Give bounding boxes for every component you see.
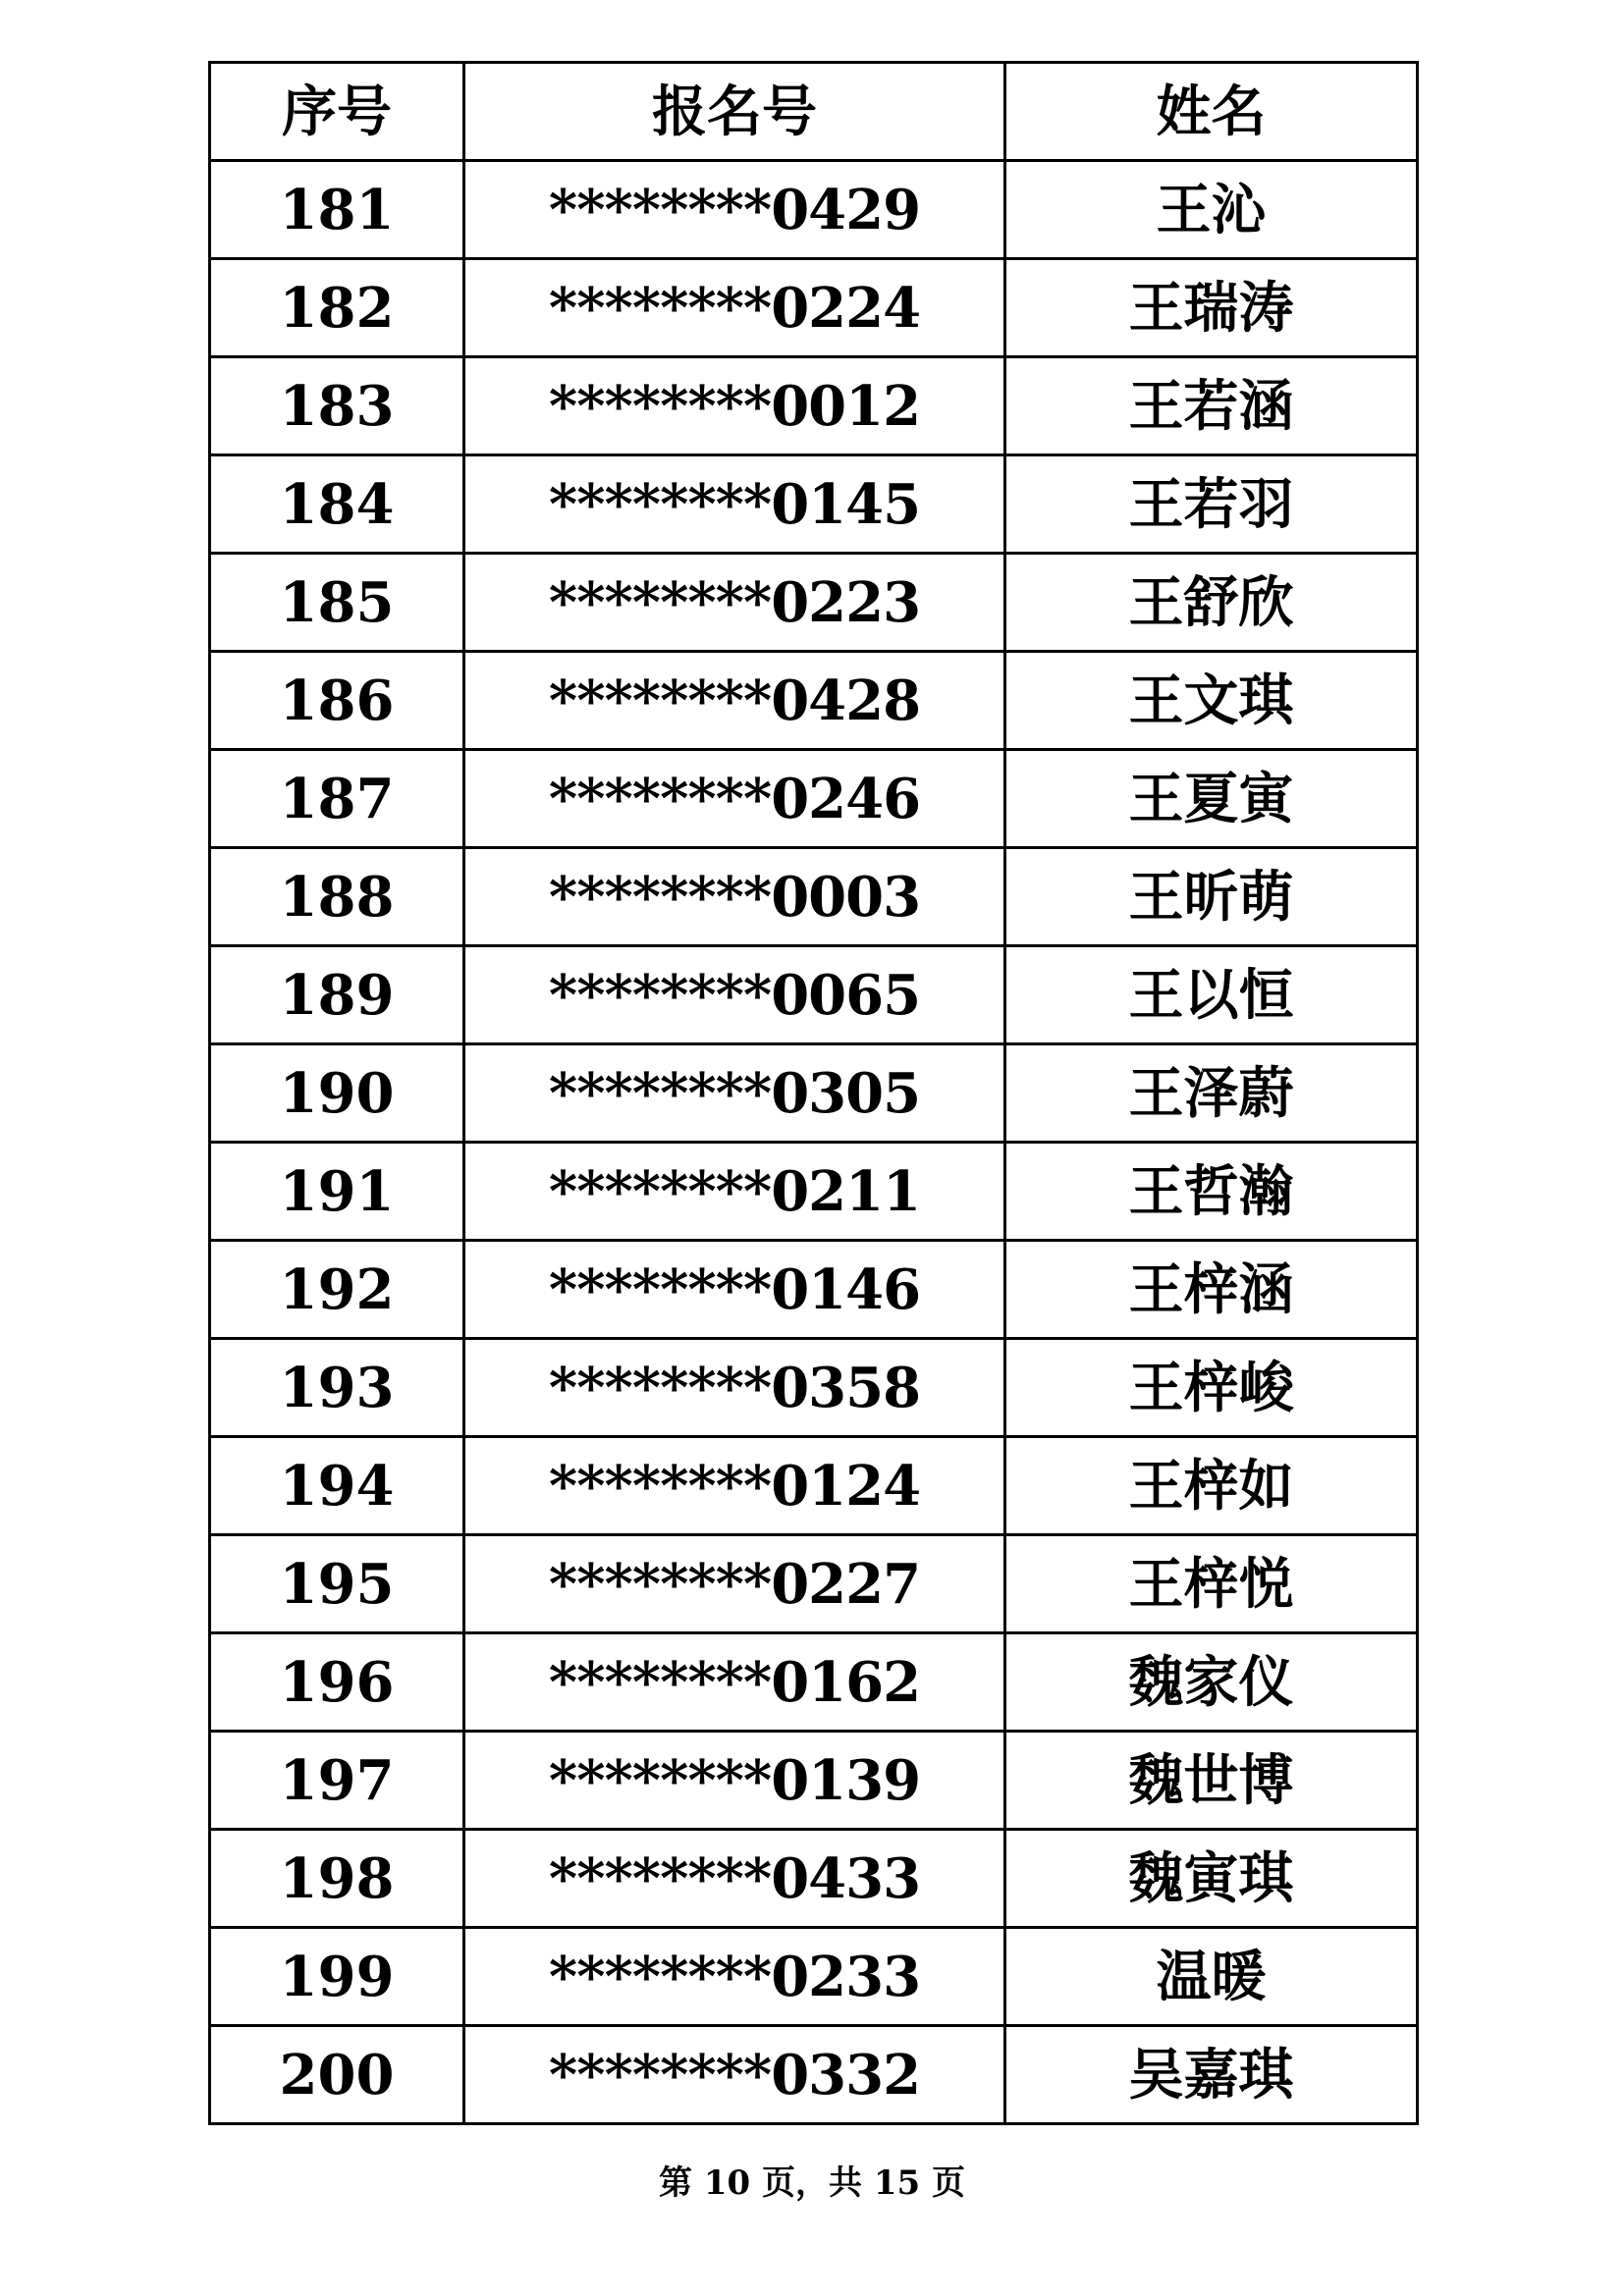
name-cell: 王瑞涛: [1005, 259, 1418, 357]
name-cell: 王哲瀚: [1005, 1143, 1418, 1241]
table-row: [210, 750, 1418, 848]
table-row: [210, 652, 1418, 750]
table-row: [210, 848, 1418, 946]
registration-number-cell: ********0227: [464, 1535, 1005, 1633]
name-cell: 魏家仪: [1005, 1633, 1418, 1732]
registration-number-cell: ********0358: [464, 1339, 1005, 1437]
table-row: [210, 1928, 1418, 2026]
registration-number-cell: ********0003: [464, 848, 1005, 946]
table-row: [210, 1339, 1418, 1437]
name-cell: 吴嘉琪: [1005, 2026, 1418, 2124]
name-cell: 魏寅琪: [1005, 1830, 1418, 1928]
name-cell: 王若涵: [1005, 357, 1418, 455]
header-seq: 序号: [210, 63, 464, 161]
registration-number-cell: ********0433: [464, 1830, 1005, 1928]
seq-cell: 196: [210, 1633, 464, 1732]
name-cell: 王舒欣: [1005, 554, 1418, 652]
name-cell: 王梓峻: [1005, 1339, 1418, 1437]
registration-number-cell: ********0223: [464, 554, 1005, 652]
seq-cell: 189: [210, 946, 464, 1044]
registration-number-cell: ********0246: [464, 750, 1005, 848]
seq-cell: 199: [210, 1928, 464, 2026]
registration-number-cell: ********0145: [464, 455, 1005, 554]
registration-number-cell: ********0065: [464, 946, 1005, 1044]
table-row: [210, 1535, 1418, 1633]
table-row: [210, 1633, 1418, 1732]
seq-cell: 181: [210, 161, 464, 259]
name-cell: 魏世博: [1005, 1732, 1418, 1830]
seq-cell: 195: [210, 1535, 464, 1633]
name-cell: 王沁: [1005, 161, 1418, 259]
registration-number-cell: ********0224: [464, 259, 1005, 357]
seq-cell: 190: [210, 1044, 464, 1143]
registration-number-cell: ********0428: [464, 652, 1005, 750]
name-cell: 王夏寅: [1005, 750, 1418, 848]
seq-cell: 200: [210, 2026, 464, 2124]
seq-cell: 185: [210, 554, 464, 652]
name-cell: 王泽蔚: [1005, 1044, 1418, 1143]
name-cell: 王梓悦: [1005, 1535, 1418, 1633]
registration-number-cell: ********0211: [464, 1143, 1005, 1241]
name-cell: 王文琪: [1005, 652, 1418, 750]
seq-cell: 187: [210, 750, 464, 848]
header-name: 姓名: [1005, 63, 1418, 161]
table-row: [210, 357, 1418, 455]
registration-number-cell: ********0233: [464, 1928, 1005, 2026]
registration-number-cell: ********0146: [464, 1241, 1005, 1339]
registration-number-cell: ********0429: [464, 161, 1005, 259]
table-row: [210, 1732, 1418, 1830]
registration-number-cell: ********0305: [464, 1044, 1005, 1143]
roster-table: [208, 61, 1419, 2125]
table-row: [210, 455, 1418, 554]
table-row: [210, 554, 1418, 652]
seq-cell: 193: [210, 1339, 464, 1437]
registration-number-cell: ********0124: [464, 1437, 1005, 1535]
name-cell: 王以恒: [1005, 946, 1418, 1044]
table-row: [210, 161, 1418, 259]
registration-number-cell: ********0139: [464, 1732, 1005, 1830]
table-row: [210, 1143, 1418, 1241]
name-cell: 王梓如: [1005, 1437, 1418, 1535]
table-row: [210, 259, 1418, 357]
name-cell: 王昕萌: [1005, 848, 1418, 946]
header-row: [210, 63, 1418, 161]
table-row: [210, 946, 1418, 1044]
table-row: [210, 1044, 1418, 1143]
name-cell: 温暖: [1005, 1928, 1418, 2026]
table-row: [210, 2026, 1418, 2124]
registration-number-cell: ********0012: [464, 357, 1005, 455]
seq-cell: 194: [210, 1437, 464, 1535]
seq-cell: 198: [210, 1830, 464, 1928]
seq-cell: 182: [210, 259, 464, 357]
seq-cell: 191: [210, 1143, 464, 1241]
table-row: [210, 1437, 1418, 1535]
seq-cell: 188: [210, 848, 464, 946]
seq-cell: 184: [210, 455, 464, 554]
seq-cell: 192: [210, 1241, 464, 1339]
seq-cell: 197: [210, 1732, 464, 1830]
page-number-footer: 第 10 页，共 15 页: [659, 2163, 965, 2203]
registration-number-cell: ********0162: [464, 1633, 1005, 1732]
registration-number-cell: ********0332: [464, 2026, 1005, 2124]
table-row: [210, 1830, 1418, 1928]
seq-cell: 186: [210, 652, 464, 750]
table-row: [210, 1241, 1418, 1339]
name-cell: 王若羽: [1005, 455, 1418, 554]
name-cell: 王梓涵: [1005, 1241, 1418, 1339]
seq-cell: 183: [210, 357, 464, 455]
header-registration-number: 报名号: [464, 63, 1005, 161]
